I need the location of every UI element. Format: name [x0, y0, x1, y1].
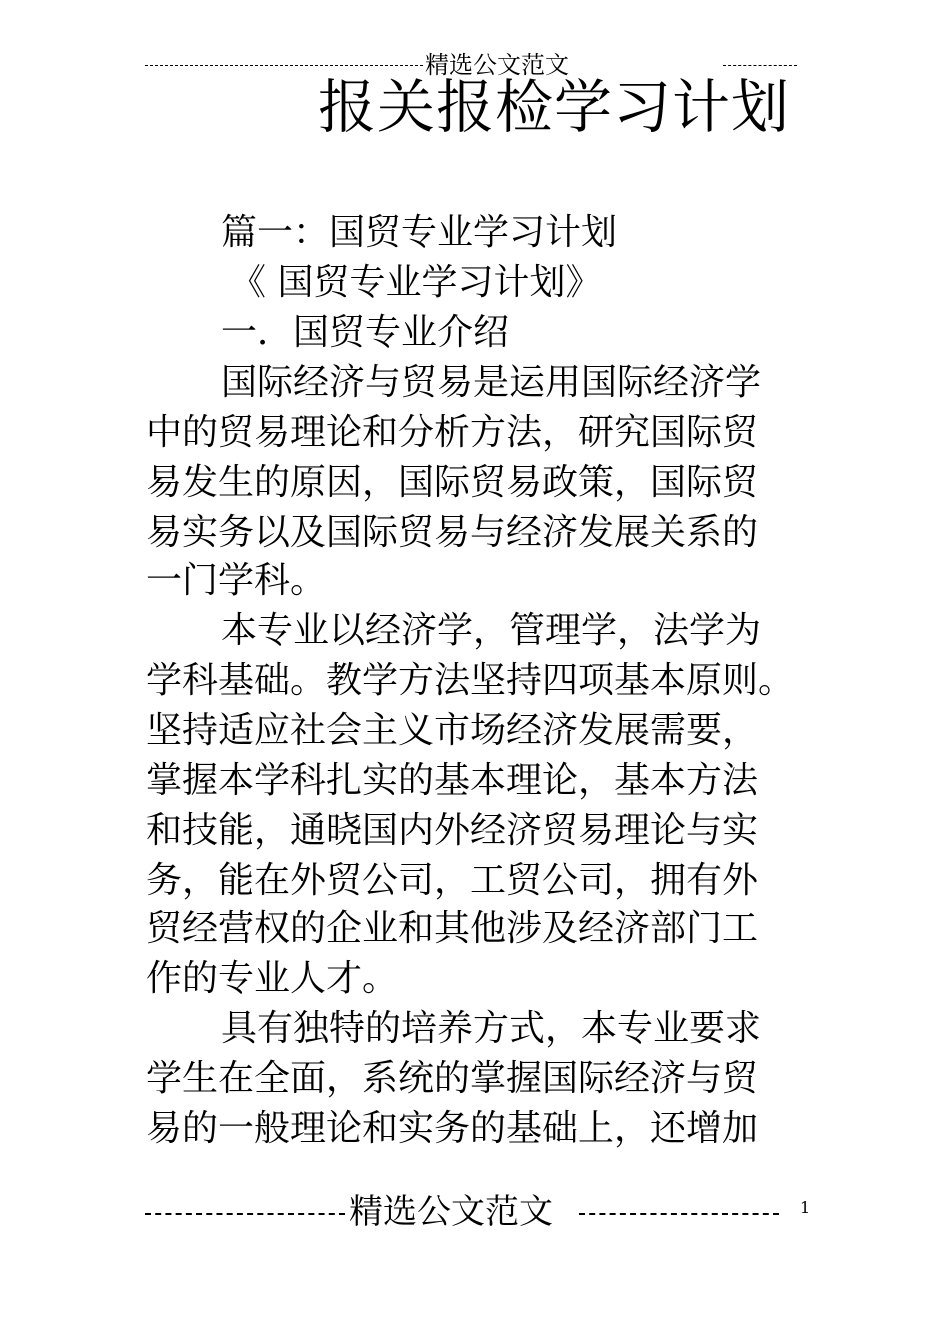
- footer-label: 精选公文范文: [349, 1192, 553, 1232]
- paragraph-line: 贸经营权的企业和其他涉及经济部门工: [146, 908, 759, 949]
- paragraph-line: 具有独特的培养方式，本专业要求: [221, 1008, 762, 1049]
- document-title: 报关报检学习计划: [318, 73, 791, 141]
- footer-dash-right: [579, 1213, 779, 1215]
- paragraph-line: 中的贸易理论和分析方法，研究国际贸: [146, 412, 759, 453]
- section-heading: 篇一：国贸专业学习计划: [221, 212, 618, 253]
- paragraph-line: 掌握本学科扎实的基本理论，基本方法: [146, 760, 759, 801]
- paragraph-line: 学科基础。教学方法坚持四项基本原则。: [146, 660, 795, 701]
- header-dash-left: [145, 65, 423, 66]
- paragraph-line: 和技能，通晓国内外经济贸易理论与实: [146, 810, 759, 851]
- paragraph-line: 本专业以经济学，管理学，法学为: [221, 610, 762, 651]
- header-label: 精选公文范文: [425, 51, 569, 79]
- paragraph-line: 易实务以及国际贸易与经济发展关系的: [146, 512, 759, 553]
- paragraph-line: 坚持适应社会主义市场经济发展需要，: [146, 710, 759, 751]
- subtitle-line: 《 国贸专业学习计划》: [230, 262, 602, 303]
- paragraph-line: 一门学科。: [146, 560, 327, 601]
- paragraph-line: 易发生的原因，国际贸易政策，国际贸: [146, 462, 759, 503]
- subsection-heading: 一．国贸专业介绍: [221, 312, 510, 353]
- page-footer: [145, 1190, 785, 1234]
- page-number: 1: [800, 1198, 811, 1217]
- paragraph-line: 国际经济与贸易是运用国际经济学: [221, 362, 762, 403]
- paragraph-line: 务，能在外贸公司，工贸公司，拥有外: [146, 860, 759, 901]
- paragraph-line: 易的一般理论和实务的基础上，还增加: [146, 1108, 759, 1149]
- paragraph-line: 学生在全面，系统的掌握国际经济与贸: [146, 1058, 759, 1099]
- header-dash-right: [723, 65, 797, 66]
- paragraph-line: 作的专业人才。: [146, 958, 399, 999]
- footer-dash-left: [145, 1213, 345, 1215]
